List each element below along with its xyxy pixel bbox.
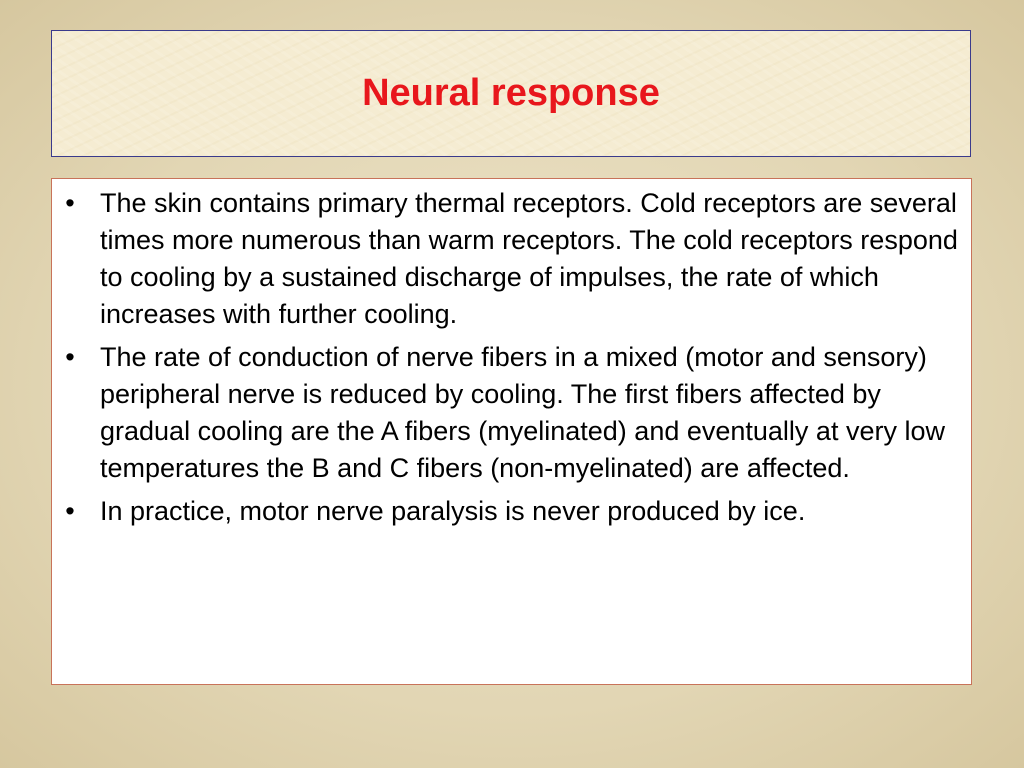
bullet-list	[52, 185, 963, 530]
bullet-text: In practice, motor nerve paralysis is never produced by ice.	[100, 496, 806, 526]
bullet-text: The skin contains primary thermal receptors. Cold receptors are several times more numerous than warm receptors. The cold receptors respond to cooling by a sustained discharge of impulses, the rate of which increases with further cooling.	[100, 188, 958, 329]
bullet-dot-icon: •	[65, 496, 75, 526]
title-box	[51, 30, 971, 157]
slide-title: Neural response	[362, 72, 660, 114]
bullet-dot-icon: •	[65, 188, 75, 218]
bullet-item	[52, 339, 963, 487]
bullet-item	[52, 185, 963, 333]
bullet-dot-icon: •	[65, 342, 75, 372]
bullet-item	[52, 493, 963, 530]
content-box	[51, 178, 972, 685]
bullet-text: The rate of conduction of nerve fibers in a mixed (motor and sensory) peripheral nerve is reduced by cooling. The first fibers affected by gradual cooling are the A fibers (myelinated) and eventually at very low temperatures the B and C fibers (non-myelinated) are affected.	[100, 342, 945, 483]
